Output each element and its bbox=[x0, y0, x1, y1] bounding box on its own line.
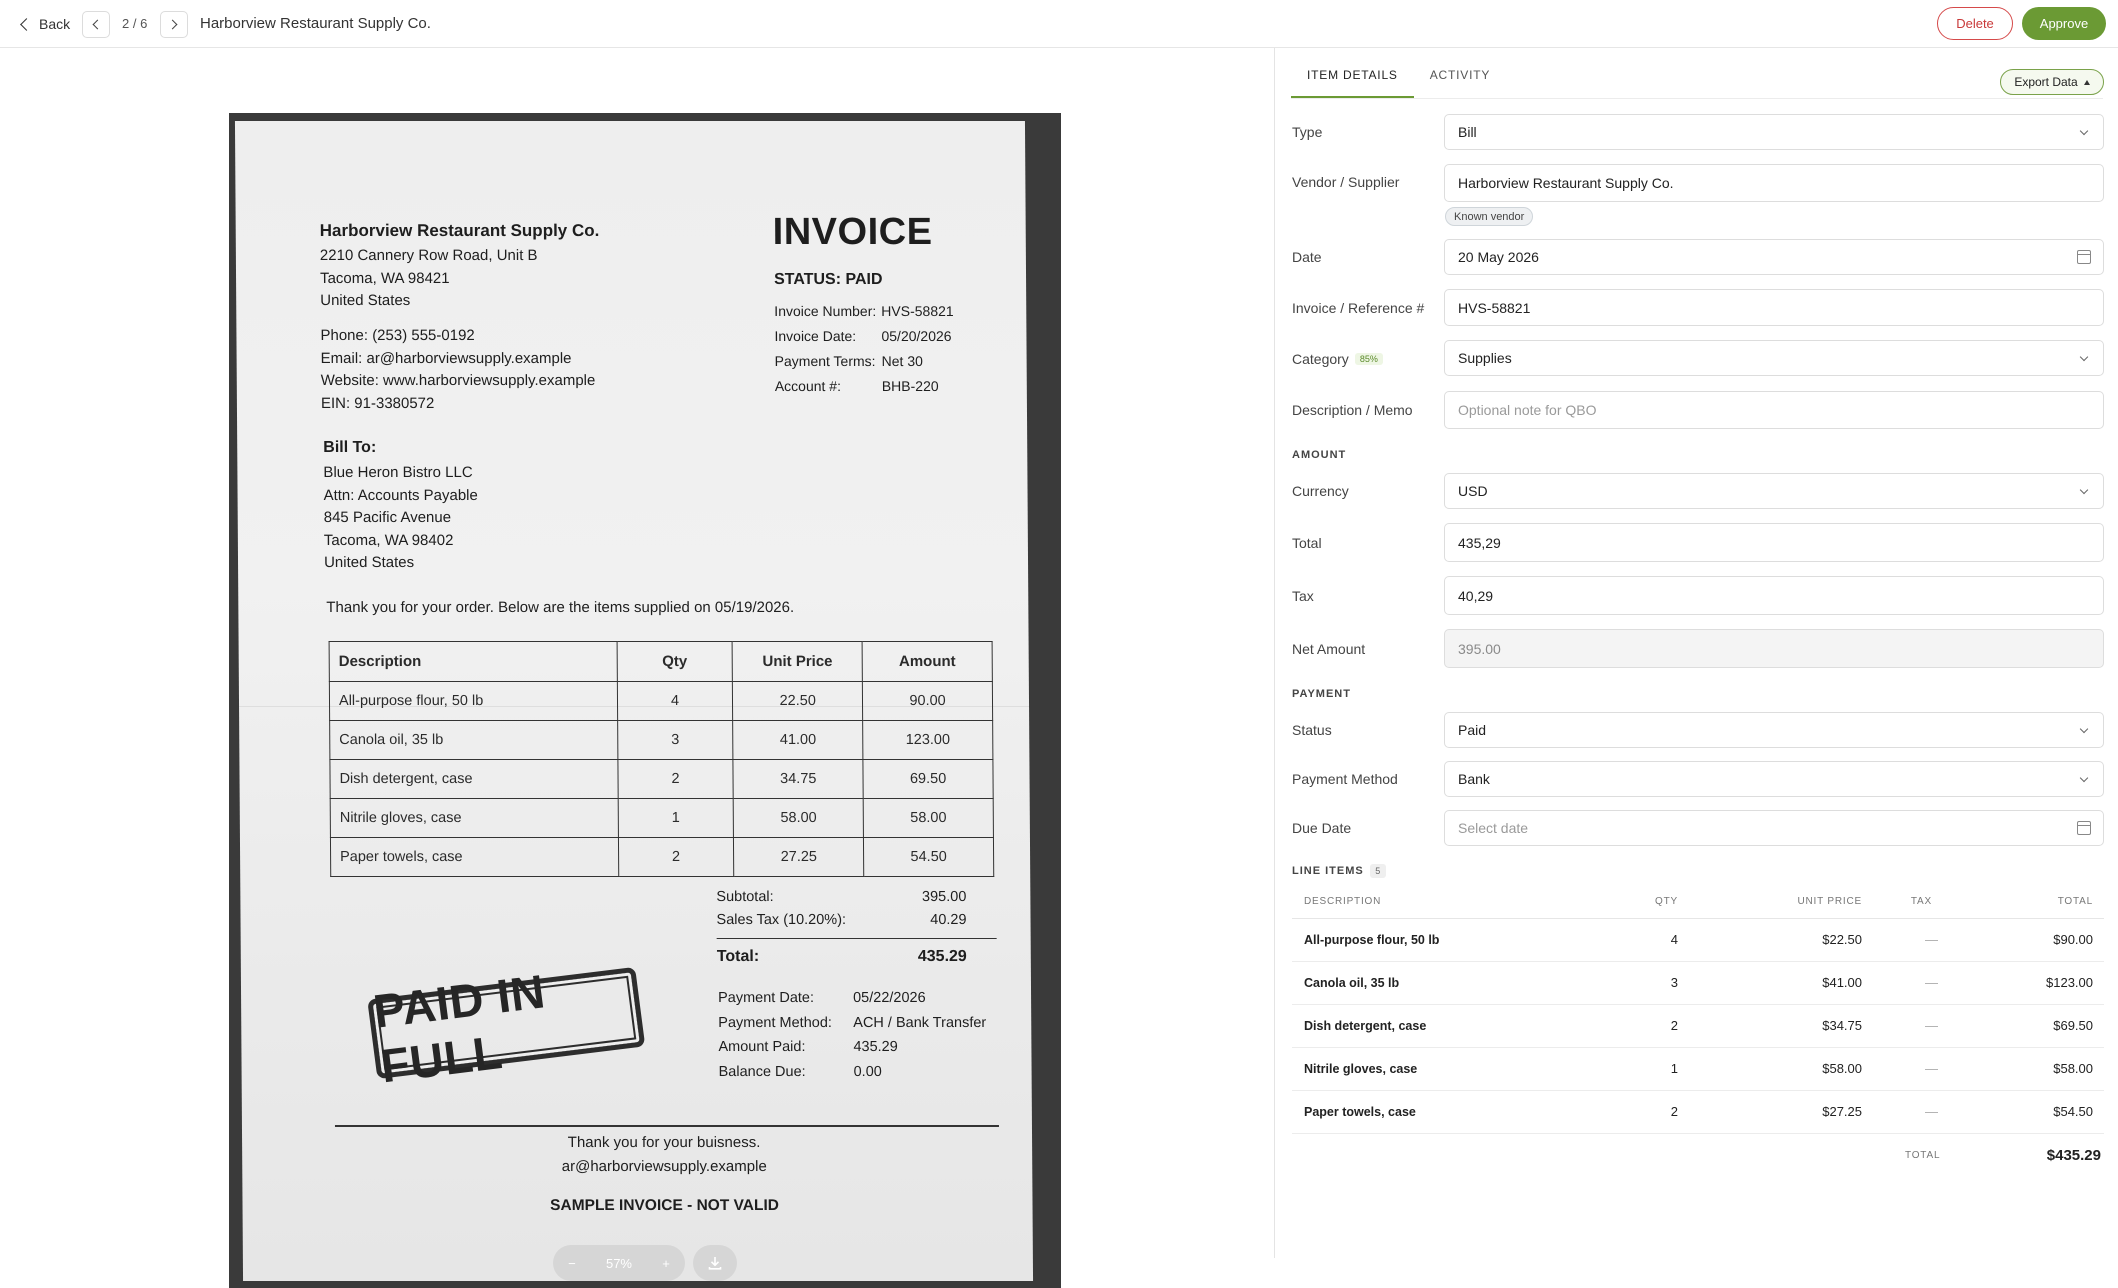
table-row[interactable] bbox=[1292, 1047, 2104, 1090]
net-amount-input bbox=[1444, 629, 2104, 668]
invoice-status: STATUS: PAID bbox=[773, 271, 883, 288]
known-vendor-badge: Known vendor bbox=[1445, 207, 1533, 226]
next-document-button[interactable] bbox=[160, 11, 188, 38]
table-row bbox=[330, 838, 993, 877]
column-header: Amount bbox=[862, 642, 992, 682]
cell: All-purpose flour, 50 lb bbox=[329, 682, 617, 721]
chevron-left-icon bbox=[93, 20, 103, 30]
meta-row bbox=[774, 299, 954, 324]
cell: 4 bbox=[617, 682, 733, 721]
calendar-icon[interactable] bbox=[2077, 821, 2091, 835]
cell: 123.00 bbox=[863, 721, 993, 760]
total-input[interactable] bbox=[1444, 523, 2104, 562]
paid-in-full-stamp: PAID IN FULL bbox=[367, 967, 645, 1079]
line-item-tax: — bbox=[1862, 1090, 1946, 1133]
line-item-tax: — bbox=[1862, 961, 1946, 1004]
document-title: Harborview Restaurant Supply Co. bbox=[200, 15, 431, 32]
line-item-total: $54.50 bbox=[1946, 1090, 2104, 1133]
payment-method-label: Payment Method bbox=[1292, 771, 1398, 787]
line-item-description: Paper towels, case bbox=[1292, 1090, 1612, 1133]
cell: 27.25 bbox=[734, 838, 864, 877]
invoice-vendor-name: Harborview Restaurant Supply Co. bbox=[319, 221, 600, 240]
tax-label: Tax bbox=[1292, 588, 1314, 604]
payment-method-value: Bank bbox=[1458, 771, 1490, 787]
cell: 58.00 bbox=[734, 799, 864, 838]
line-items-title: LINE ITEMS bbox=[1292, 865, 1364, 877]
subtotal-row bbox=[716, 886, 996, 909]
tax-value: 40,29 bbox=[1458, 587, 1494, 604]
payment-key: Payment Method: bbox=[718, 1014, 832, 1031]
column-header: Description bbox=[329, 642, 617, 682]
memo-label: Description / Memo bbox=[1292, 402, 1413, 418]
cell: 3 bbox=[617, 721, 733, 760]
bill-to-line: Attn: Accounts Payable bbox=[323, 486, 478, 504]
calendar-icon[interactable] bbox=[2077, 250, 2091, 264]
invoice-paper bbox=[235, 121, 1033, 1281]
chevron-left-icon bbox=[20, 18, 33, 31]
zoom-out-button[interactable]: − bbox=[568, 1255, 576, 1271]
payment-row bbox=[718, 1035, 986, 1060]
pager-indicator: 2 / 6 bbox=[122, 16, 148, 31]
column-header: QTY bbox=[1612, 886, 1692, 918]
document-preview bbox=[5, 48, 1274, 1271]
category-value: Supplies bbox=[1458, 350, 1512, 366]
meta-key: Account #: bbox=[774, 378, 842, 394]
meta-row bbox=[775, 349, 955, 374]
memo-input[interactable] bbox=[1444, 391, 2104, 429]
total-row bbox=[717, 938, 997, 968]
cell: 2 bbox=[618, 838, 734, 877]
meta-value: BHB-220 bbox=[881, 378, 939, 394]
invoice-totals bbox=[716, 886, 997, 968]
line-item-qty: 3 bbox=[1612, 961, 1692, 1004]
back-label: Back bbox=[39, 16, 71, 32]
payment-value: 435.29 bbox=[853, 1039, 898, 1055]
line-item-tax: — bbox=[1862, 1004, 1946, 1047]
chevron-down-icon bbox=[2080, 486, 2088, 494]
status-select[interactable] bbox=[1444, 712, 2104, 748]
zoom-group bbox=[553, 1245, 685, 1281]
table-row bbox=[330, 760, 993, 799]
type-label: Type bbox=[1292, 124, 1323, 140]
invoice-ref-value: HVS-58821 bbox=[1458, 299, 1531, 316]
footer-divider bbox=[335, 1125, 999, 1127]
line-item-qty: 2 bbox=[1612, 1004, 1692, 1047]
payment-row bbox=[718, 1011, 986, 1036]
bill-to-line: 845 Pacific Avenue bbox=[323, 509, 452, 526]
footer-line: Thank you for your buisness. bbox=[567, 1134, 761, 1151]
currency-label: Currency bbox=[1292, 483, 1349, 499]
column-header: TAX bbox=[1862, 886, 1946, 918]
line-item-description: Canola oil, 35 lb bbox=[1292, 961, 1612, 1004]
address-line: United States bbox=[320, 292, 411, 309]
invoice-meta bbox=[774, 299, 954, 399]
cell: 2 bbox=[617, 760, 733, 799]
cell: 69.50 bbox=[863, 760, 993, 799]
meta-key: Payment Terms: bbox=[774, 353, 876, 369]
table-row bbox=[329, 682, 992, 721]
column-header: DESCRIPTION bbox=[1292, 886, 1612, 918]
payment-value: ACH / Bank Transfer bbox=[853, 1014, 987, 1031]
cell: 34.75 bbox=[733, 760, 863, 799]
payment-value: 05/22/2026 bbox=[853, 990, 926, 1006]
back-button[interactable] bbox=[18, 12, 70, 36]
invoice-scan bbox=[229, 113, 1061, 1288]
line-item-total: $123.00 bbox=[1946, 961, 2104, 1004]
export-label: Export Data bbox=[2014, 75, 2078, 89]
line-item-description: All-purpose flour, 50 lb bbox=[1292, 918, 1612, 961]
line-item-tax: — bbox=[1862, 918, 1946, 961]
panel-tabs bbox=[1291, 68, 1506, 98]
column-header: Unit Price bbox=[732, 642, 862, 682]
table-row[interactable] bbox=[1292, 1090, 2104, 1133]
date-picker[interactable] bbox=[1444, 239, 2104, 275]
meta-key: Invoice Date: bbox=[774, 328, 857, 344]
line-item-total: $90.00 bbox=[1946, 918, 2104, 961]
line-items-header-row bbox=[1292, 886, 2104, 918]
invoice-vendor-contact bbox=[320, 325, 595, 415]
approve-button[interactable]: Approve bbox=[2022, 7, 2106, 40]
column-header: TOTAL bbox=[1946, 886, 2104, 918]
payment-key: Amount Paid: bbox=[718, 1039, 806, 1055]
bill-to-label: Bill To: bbox=[323, 439, 377, 456]
tax-row bbox=[716, 909, 996, 932]
download-icon bbox=[707, 1255, 723, 1271]
tax-value: 40.29 bbox=[930, 912, 967, 928]
table-row bbox=[330, 799, 993, 838]
table-row bbox=[330, 721, 993, 760]
invoice-vendor-address bbox=[320, 245, 538, 313]
currency-value: USD bbox=[1458, 483, 1488, 499]
export-data-button[interactable] bbox=[2000, 69, 2104, 95]
vendor-value: Harborview Restaurant Supply Co. bbox=[1458, 175, 1674, 191]
tax-label: Sales Tax (10.20%): bbox=[716, 912, 847, 928]
zoom-controls bbox=[553, 1245, 737, 1281]
total-value: 435.29 bbox=[917, 948, 967, 965]
status-label: Status bbox=[1292, 722, 1332, 738]
line-item-qty: 2 bbox=[1612, 1090, 1692, 1133]
cell: Dish detergent, case bbox=[330, 760, 618, 799]
payment-key: Balance Due: bbox=[718, 1063, 806, 1080]
line-item-qty: 4 bbox=[1612, 918, 1692, 961]
column-header: Qty bbox=[617, 642, 733, 682]
payment-key: Payment Date: bbox=[718, 990, 815, 1006]
cell: Canola oil, 35 lb bbox=[330, 721, 618, 760]
subtotal-value: 395.00 bbox=[921, 889, 967, 905]
table-row[interactable] bbox=[1292, 1004, 2104, 1047]
due-date-placeholder: Select date bbox=[1458, 820, 1529, 836]
status-value: Paid bbox=[1458, 722, 1487, 738]
invoice-ref-label: Invoice / Reference # bbox=[1292, 300, 1425, 316]
payment-section-heading: PAYMENT bbox=[1292, 688, 1351, 700]
zoom-in-button[interactable]: + bbox=[662, 1255, 670, 1271]
net-amount-value: 395.00 bbox=[1458, 640, 1501, 657]
payment-row bbox=[719, 1060, 987, 1085]
chevron-down-icon bbox=[2080, 353, 2088, 361]
payment-row bbox=[718, 986, 986, 1011]
vendor-label: Vendor / Supplier bbox=[1292, 174, 1400, 190]
tab-activity[interactable]: ACTIVITY bbox=[1429, 68, 1491, 82]
invoice-intro-text: Thank you for your order. Below are the items supplied on 05/19/2026. bbox=[326, 599, 795, 616]
line-item-unit-price: $27.25 bbox=[1692, 1090, 1862, 1133]
table-header-row bbox=[329, 642, 992, 682]
chevron-down-icon bbox=[2080, 725, 2088, 733]
contact-line: EIN: 91-3380572 bbox=[320, 394, 435, 412]
line-item-total: $69.50 bbox=[1946, 1004, 2104, 1047]
subtotal-label: Subtotal: bbox=[716, 889, 774, 905]
date-label: Date bbox=[1292, 249, 1322, 265]
memo-placeholder: Optional note for QBO bbox=[1458, 402, 1597, 418]
bill-to-address bbox=[323, 462, 478, 575]
tax-input[interactable] bbox=[1444, 576, 2104, 615]
details-panel bbox=[1274, 48, 2118, 1258]
cell: 22.50 bbox=[733, 682, 863, 721]
cell: 1 bbox=[618, 799, 734, 838]
column-header: UNIT PRICE bbox=[1692, 886, 1862, 918]
line-items-table bbox=[1292, 886, 2104, 1134]
contact-line: Website: www.harborviewsupply.example bbox=[320, 372, 596, 389]
cell: 58.00 bbox=[863, 799, 993, 838]
contact-line: Phone: (253) 555-0192 bbox=[320, 327, 475, 344]
line-item-tax: — bbox=[1862, 1047, 1946, 1090]
zoom-level: 57% bbox=[605, 1255, 632, 1271]
due-date-label: Due Date bbox=[1292, 820, 1352, 836]
table-row[interactable] bbox=[1292, 961, 2104, 1004]
type-select[interactable] bbox=[1444, 114, 2104, 150]
category-label bbox=[1292, 351, 1383, 367]
cell: Paper towels, case bbox=[330, 838, 618, 877]
chevron-right-icon bbox=[168, 20, 178, 30]
bill-to-line: Tacoma, WA 98402 bbox=[323, 531, 454, 549]
net-amount-label: Net Amount bbox=[1292, 641, 1366, 657]
confidence-badge: 85% bbox=[1355, 353, 1383, 365]
contact-line: Email: ar@harborviewsupply.example bbox=[320, 349, 572, 367]
chevron-down-icon bbox=[2080, 774, 2088, 782]
meta-row bbox=[775, 374, 955, 399]
line-item-description: Nitrile gloves, case bbox=[1292, 1047, 1612, 1090]
line-items-count: 5 bbox=[1370, 864, 1386, 878]
chevron-down-icon bbox=[2080, 127, 2088, 135]
previous-document-button[interactable] bbox=[82, 11, 110, 38]
cell: Nitrile gloves, case bbox=[330, 799, 618, 838]
amount-section-heading: AMOUNT bbox=[1292, 449, 1347, 461]
delete-button[interactable]: Delete bbox=[1937, 7, 2013, 40]
line-items-heading bbox=[1292, 864, 1386, 878]
category-select[interactable] bbox=[1444, 340, 2104, 376]
top-bar bbox=[0, 0, 2118, 48]
cell: 90.00 bbox=[863, 682, 993, 721]
meta-value: Net 30 bbox=[881, 353, 923, 369]
invoice-ref-input[interactable] bbox=[1444, 289, 2104, 326]
meta-row bbox=[774, 324, 954, 349]
total-label: Total bbox=[1292, 535, 1322, 551]
tab-item-details[interactable]: ITEM DETAILS bbox=[1291, 68, 1414, 98]
currency-select[interactable] bbox=[1444, 473, 2104, 509]
cell: 54.50 bbox=[864, 838, 994, 877]
due-date-picker[interactable] bbox=[1444, 810, 2104, 846]
invoice-payment-info bbox=[718, 986, 987, 1084]
invoice-items-table bbox=[329, 641, 995, 877]
line-item-unit-price: $22.50 bbox=[1692, 918, 1862, 961]
grand-total-value: $435.29 bbox=[2046, 1147, 2101, 1164]
line-item-unit-price: $41.00 bbox=[1692, 961, 1862, 1004]
invoice-footer bbox=[332, 1131, 996, 1179]
meta-key: Invoice Number: bbox=[774, 303, 877, 319]
line-item-unit-price: $58.00 bbox=[1692, 1047, 1862, 1090]
line-item-description: Dish detergent, case bbox=[1292, 1004, 1612, 1047]
caret-up-icon bbox=[2084, 80, 2090, 85]
bill-to-line: United States bbox=[323, 554, 415, 571]
sample-note: SAMPLE INVOICE - NOT VALID bbox=[550, 1197, 779, 1214]
total-value: 435,29 bbox=[1458, 534, 1501, 551]
address-line: Tacoma, WA 98421 bbox=[319, 269, 450, 287]
category-label-text: Category bbox=[1292, 351, 1349, 367]
bill-to-line: Blue Heron Bistro LLC bbox=[323, 464, 473, 481]
type-value: Bill bbox=[1458, 124, 1477, 140]
payment-method-select[interactable] bbox=[1444, 761, 2104, 797]
date-value: 20 May 2026 bbox=[1458, 249, 1539, 265]
download-button[interactable] bbox=[693, 1245, 737, 1281]
footer-line: ar@harborviewsupply.example bbox=[561, 1158, 767, 1175]
vendor-input[interactable] bbox=[1444, 164, 2104, 202]
cell: 41.00 bbox=[733, 721, 863, 760]
meta-value: 05/20/2026 bbox=[881, 328, 952, 344]
line-item-unit-price: $34.75 bbox=[1692, 1004, 1862, 1047]
meta-value: HVS-58821 bbox=[881, 303, 954, 319]
line-item-total: $58.00 bbox=[1946, 1047, 2104, 1090]
grand-total-label: TOTAL bbox=[1905, 1150, 1941, 1161]
invoice-heading: INVOICE bbox=[772, 211, 933, 253]
line-item-qty: 1 bbox=[1612, 1047, 1692, 1090]
total-label: Total: bbox=[716, 948, 760, 965]
tabs-divider bbox=[1291, 98, 2103, 99]
address-line: 2210 Cannery Row Road, Unit B bbox=[319, 247, 538, 264]
table-row[interactable] bbox=[1292, 918, 2104, 961]
payment-value: 0.00 bbox=[853, 1063, 882, 1080]
